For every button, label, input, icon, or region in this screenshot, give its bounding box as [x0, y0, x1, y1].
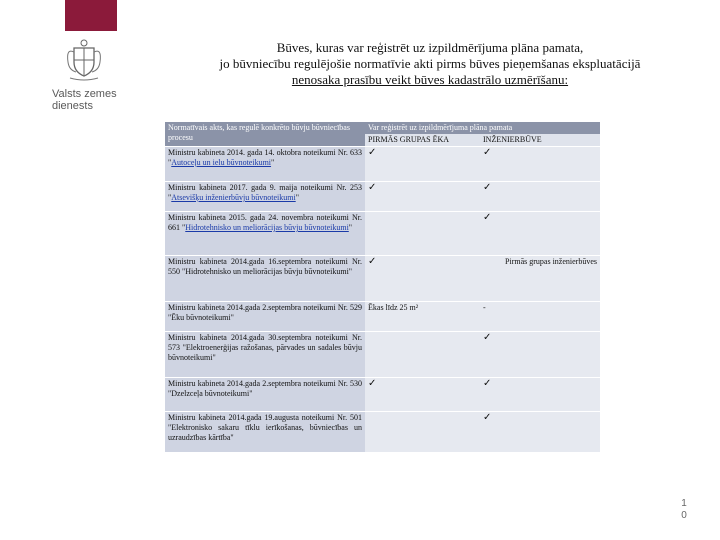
table-row	[165, 302, 600, 332]
title-line1: Būves, kuras var reģistrēt uz izpildmērījuma plāna pamata,	[276, 40, 584, 55]
regulation-cell: Ministru kabineta 2014.gada 30.septembra noteikumi Nr. 573 "Elektroenerģijas ražošanas, pārvades un sadales būvju būvnoteikumi"	[165, 332, 365, 378]
brand-name-line2: dienests	[52, 100, 93, 112]
coat-of-arms-logo	[60, 34, 108, 82]
header-normative-act: Normatīvais akts, kas regulē konkrēto būvju būvniecības procesu	[165, 122, 365, 147]
page-number-line2: 0	[681, 510, 687, 521]
page-number	[679, 498, 689, 522]
engineering-mark: -	[480, 302, 600, 332]
regulations-table	[165, 122, 600, 452]
first-group-mark: ✓	[365, 378, 480, 412]
header-register-basis: Var reģistrēt uz izpildmērījuma plāna pamata	[365, 122, 600, 134]
engineering-mark: ✓	[480, 412, 600, 452]
table-row	[165, 182, 600, 212]
table-row	[165, 212, 600, 256]
first-group-mark: ✓	[365, 147, 480, 182]
regulation-cell: Ministru kabineta 2017. gada 9. maija noteikumi Nr. 253 "Atsevišķu inženierbūvju būvnoteikumi"	[165, 182, 365, 212]
first-group-mark	[365, 412, 480, 452]
brand-name-line1: Valsts zemes	[52, 88, 117, 100]
document-title	[200, 40, 660, 88]
table-row	[165, 147, 600, 182]
engineering-mark: ✓	[480, 212, 600, 256]
regulation-cell: Ministru kabineta 2014.gada 2.septembra noteikumi Nr. 529 "Ēku būvnoteikumi"	[165, 302, 365, 332]
first-group-mark: ✓	[365, 182, 480, 212]
regulation-cell: Ministru kabineta 2014.gada 16.septembra noteikumi Nr. 550 "Hidrotehnisko un meliorācijas būvju būvnoteikumi"	[165, 256, 365, 302]
engineering-mark: ✓	[480, 378, 600, 412]
title-line3: nenosaka prasību veikt būves kadastrālo uzmērīšanu:	[291, 72, 569, 87]
first-group-mark	[365, 212, 480, 256]
header-first-group-building: PIRMĀS GRUPAS ĒKA	[365, 134, 480, 147]
brand-name	[52, 88, 117, 112]
first-group-mark	[365, 332, 480, 378]
first-group-note: Ēkas līdz 25 m²	[365, 302, 480, 332]
engineering-note-cell	[480, 256, 600, 302]
header-engineering-structure: INŽENIERBŪVE	[480, 134, 600, 147]
engineering-mark: ✓	[480, 147, 600, 182]
title-line2: jo būvniecību regulējošie normatīvie akti pirms būves pieņemšanas ekspluatācijā	[219, 56, 641, 71]
first-group-mark: ✓	[365, 256, 480, 302]
regulation-cell: Ministru kabineta 2014.gada 19.augusta noteikumi Nr. 501 "Elektronisko sakaru tīklu ierīkošanas, būvniecības un uzraudzības kārtība"	[165, 412, 365, 452]
regulation-link[interactable]: Atsevišķu inženierbūvju būvnoteikumi	[171, 193, 296, 202]
table-row	[165, 412, 600, 452]
table-header-row	[165, 122, 600, 134]
table-row	[165, 332, 600, 378]
engineering-note: Pirmās grupas inženierbūves	[505, 257, 597, 266]
engineering-mark: ✓	[480, 182, 600, 212]
regulation-link[interactable]: Hidrotehnisko un meliorācijas būvju būvnoteikumi	[185, 223, 349, 232]
engineering-mark: ✓	[480, 332, 600, 378]
brand-color-bar	[65, 0, 117, 31]
page-number-line1: 1	[681, 498, 687, 509]
regulation-cell: Ministru kabineta 2014. gada 14. oktobra noteikumi Nr. 633 "Autoceļu un ielu būvnoteikumi"	[165, 147, 365, 182]
regulation-link[interactable]: Autoceļu un ielu būvnoteikumi	[171, 158, 272, 167]
table-row	[165, 256, 600, 302]
regulation-cell: Ministru kabineta 2014.gada 2.septembra noteikumi Nr. 530 "Dzelzceļa būvnoteikumi"	[165, 378, 365, 412]
table-row	[165, 378, 600, 412]
regulation-cell: Ministru kabineta 2015. gada 24. novembra noteikumi Nr. 661 "Hidrotehnisko un meliorācijas būvju būvnoteikumi"	[165, 212, 365, 256]
